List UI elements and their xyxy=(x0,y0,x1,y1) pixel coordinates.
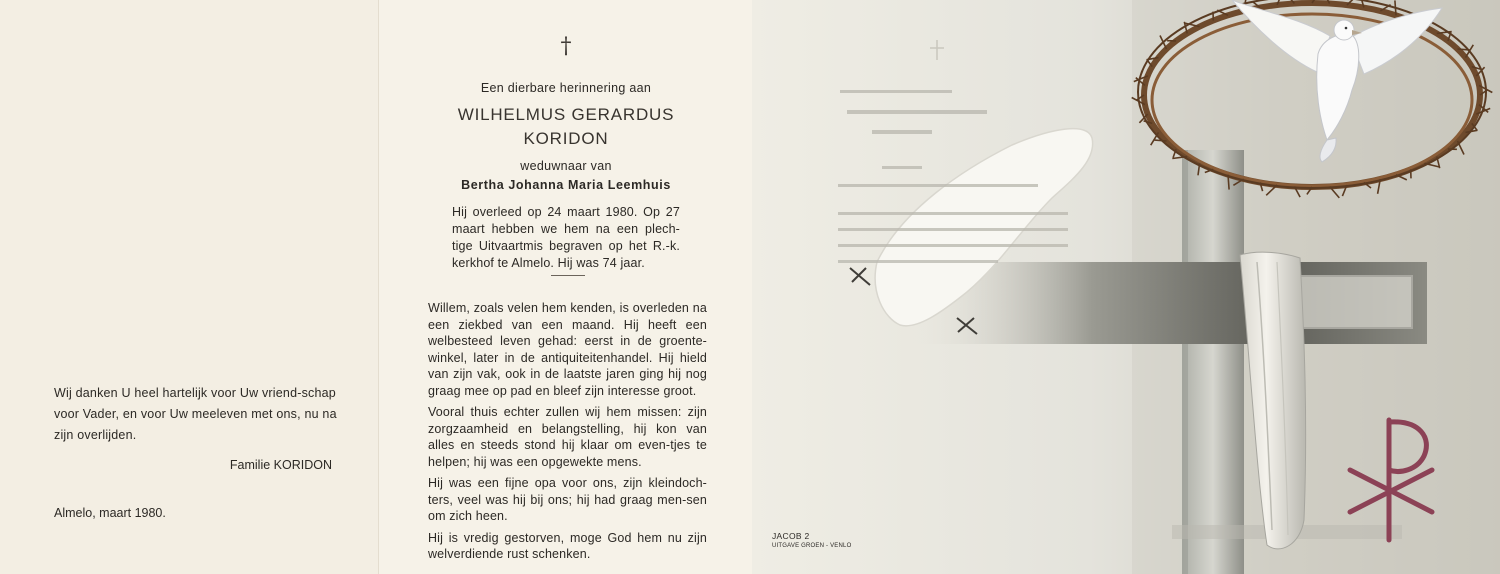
left-panel xyxy=(0,0,378,574)
family-signoff: Familie KORIDON xyxy=(229,458,332,472)
death-notice: Hij overleed op 24 maart 1980. Op 27 maart hebben we hem na een plech-tige Uitvaartmis begraven op het R.-k. kerkhof te Almelo. Hij was 74 jaar. xyxy=(452,205,680,270)
bio-paragraph: Hij is vredig gestorven, moge God hem nu zijn welverdiende rust schenken. xyxy=(428,530,707,561)
artwork-panel xyxy=(752,0,1500,574)
cover-artwork xyxy=(752,0,1500,574)
name-line-2: KORIDON xyxy=(523,129,609,148)
publisher-credit: UITGAVE GROEN - VENLO xyxy=(772,543,852,549)
intro-line: Een dierbare herinnering aan xyxy=(480,81,652,95)
thorn xyxy=(1458,49,1470,50)
name-line-1: WILHELMUS GERARDUS xyxy=(457,105,675,124)
biography xyxy=(428,300,707,568)
deceased-name xyxy=(379,103,753,151)
middle-panel xyxy=(378,0,752,574)
divider xyxy=(551,275,585,276)
artwork-title: JACOB 2 xyxy=(772,531,810,541)
spouse-name: Bertha Johanna Maria Leemhuis xyxy=(461,178,671,192)
place-date: Almelo, maart 1980. xyxy=(54,506,166,520)
bio-paragraph: Willem, zoals velen hem kenden, is overleden na een ziekbed van een maand. Hij heeft een welbesteed leven gehad: eerst in de groente-winkel, later in de antiquiteitenhandel. Hij hield van zijn vak, ook in de laatste jaren ging hij nog graag mee op pad en bleef zijn interesse groot. xyxy=(428,301,707,398)
thorn xyxy=(1155,140,1167,141)
thanks-text: Wij danken U heel hartelijk voor Uw vriend-schap voor Vader, en voor Uw meeleven met ons, nu na zijn overlijden. xyxy=(54,386,337,442)
bio-paragraph: Hij was een fijne opa voor ons, zijn kleindoch-ters, veel was hij bij ons; hij had graag men-sen om zich heen. xyxy=(428,476,707,523)
thorn xyxy=(1228,175,1229,190)
widower-of-line: weduwnaar van xyxy=(520,159,612,173)
cross-icon: † xyxy=(560,34,572,59)
thorn xyxy=(1395,0,1396,15)
bio-paragraph: Vooral thuis echter zullen wij hem missen: zijn zorgzaamheid en belangstelling, hij kon van alles en steeds stond hij klaar om even-tjes te helpen; hij was een opgewekte mens. xyxy=(428,405,707,469)
